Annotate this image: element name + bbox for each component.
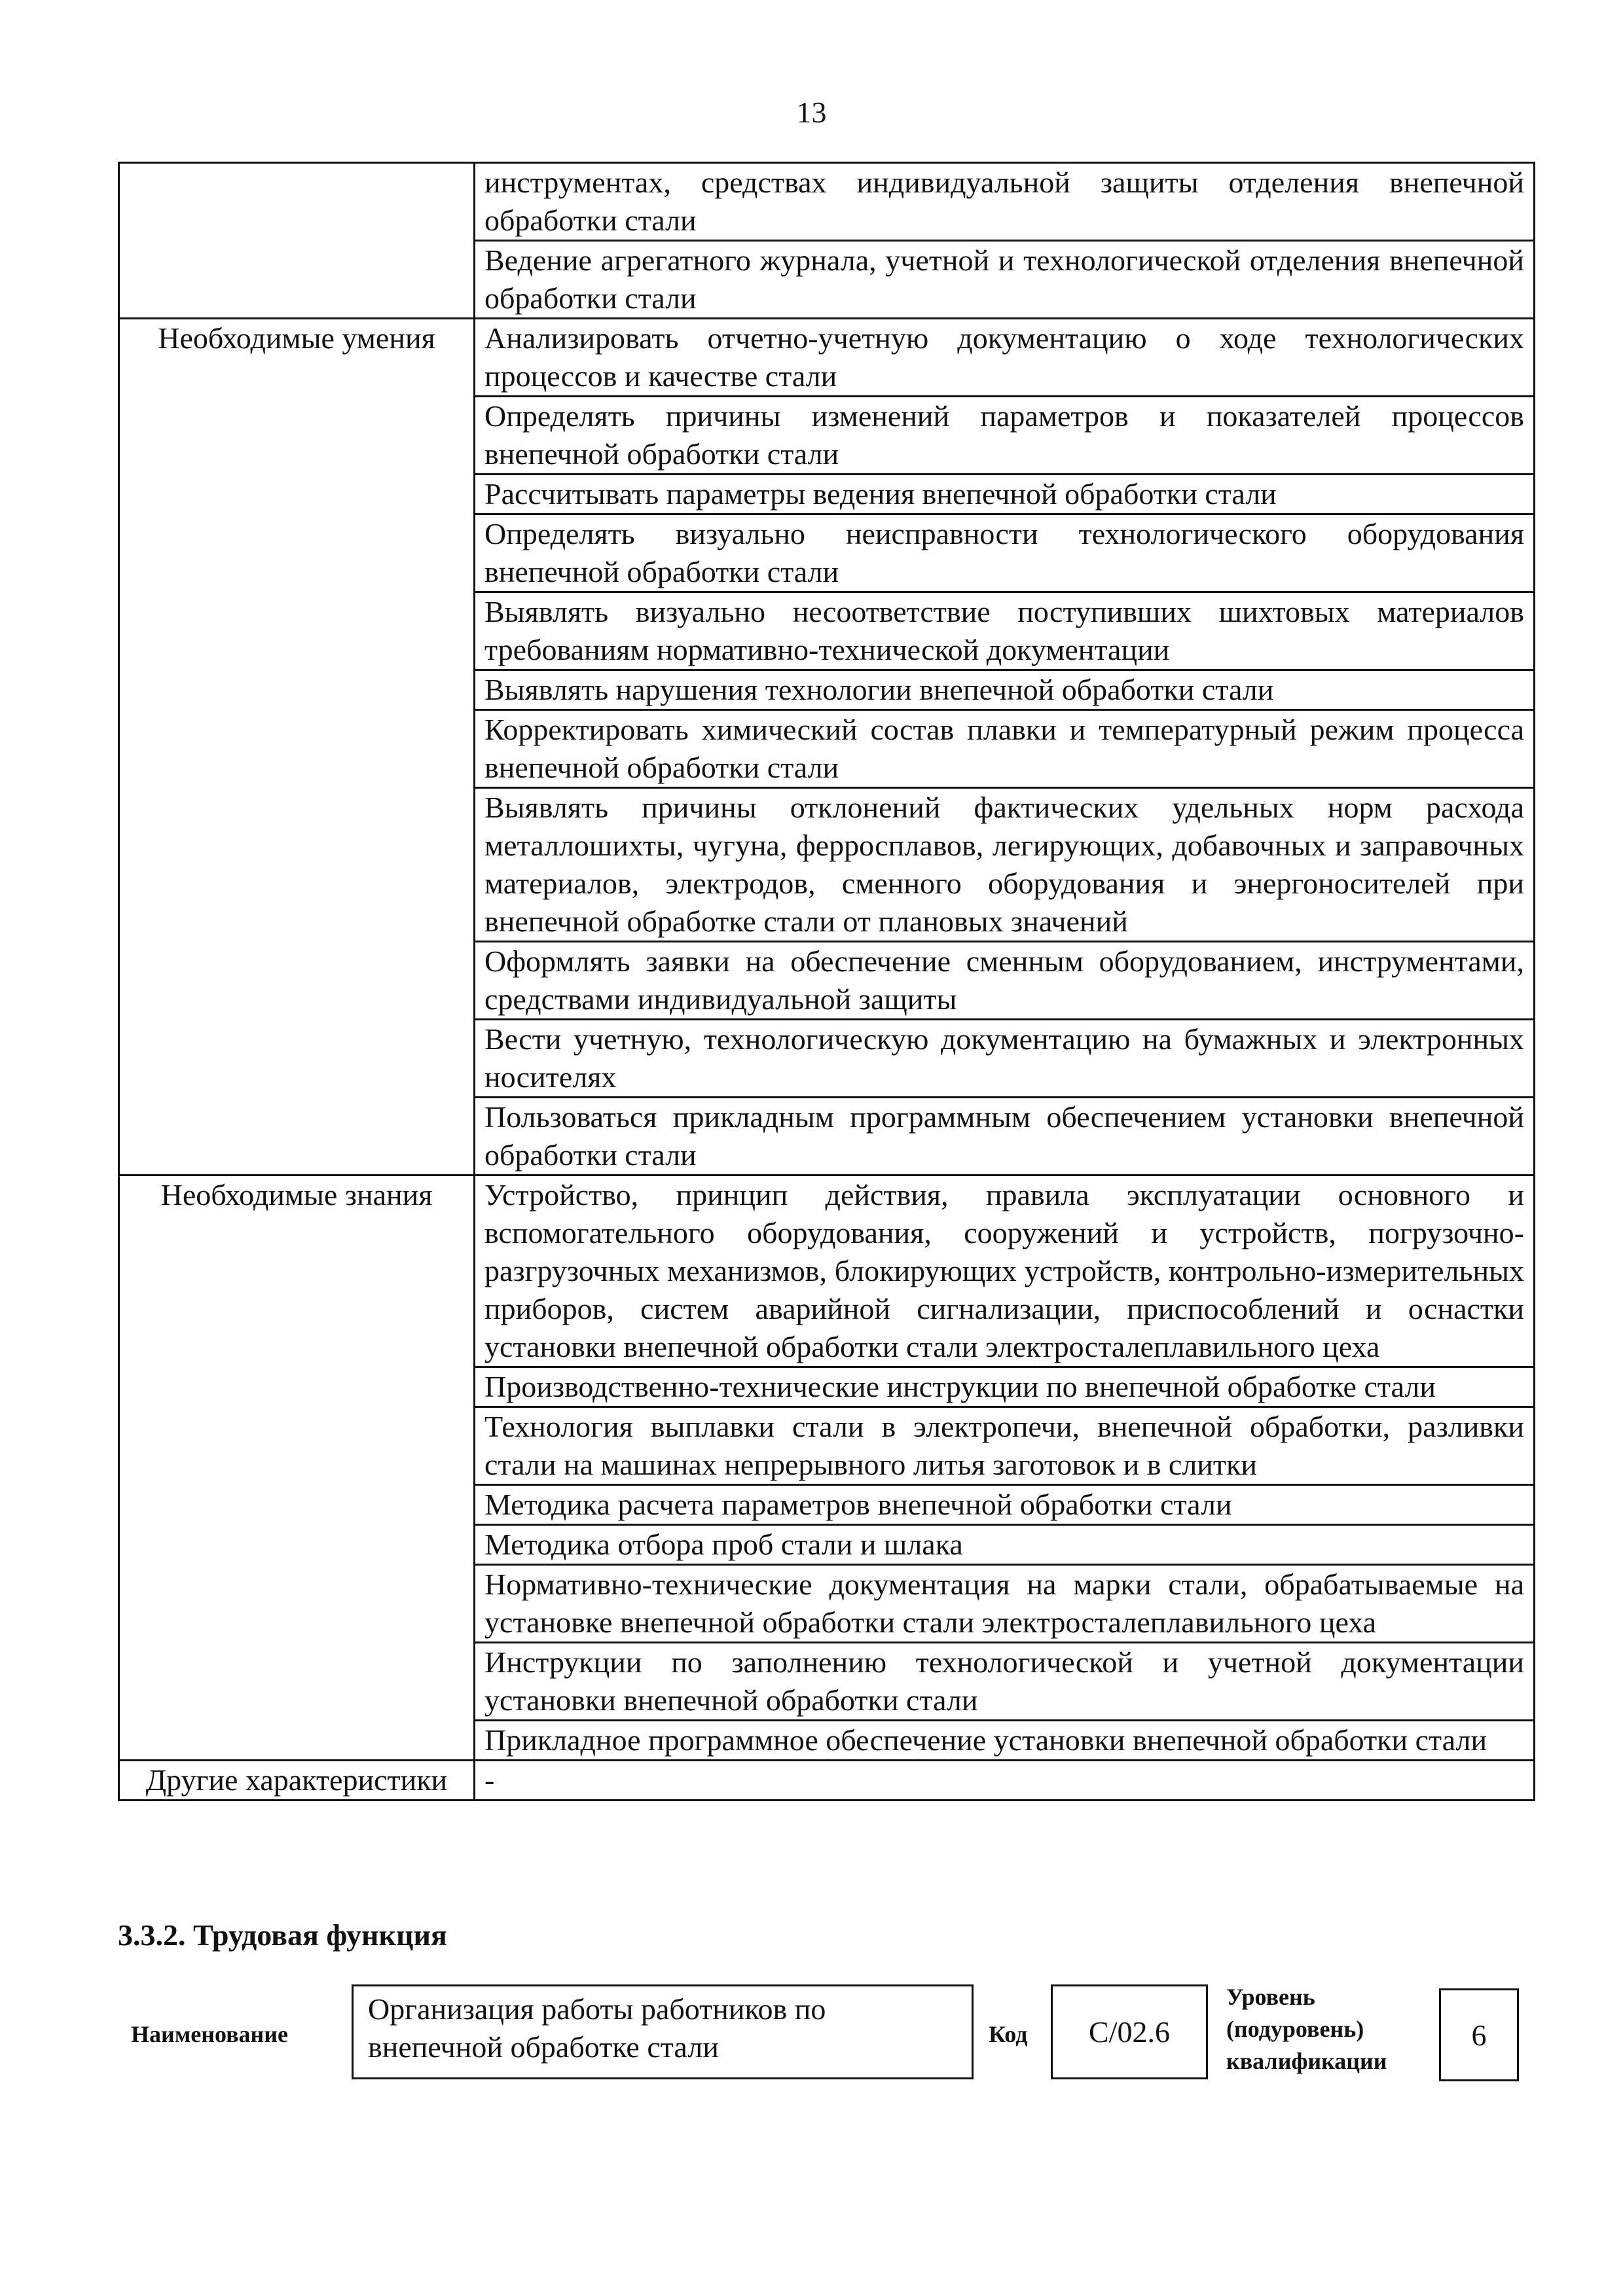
row-content: Выявлять визуально несоответствие поступивших шихтовых материалов требованиям нормативно-технической документации [475,592,1535,670]
row-content: - [475,1761,1535,1801]
row-content: Ведение агрегатного журнала, учетной и технологической отделения внепечной обработки стали [475,241,1535,319]
table-row [119,319,1535,397]
table-row [119,1175,1535,1367]
table-row [119,1761,1535,1801]
function-name-box: Организация работы работников по внепечной обработке стали [352,1984,974,2079]
row-content: Оформлять заявки на обеспечение сменным оборудованием, инструментами, средствами индивидуальной защиты [475,942,1535,1020]
row-content: Производственно-технические инструкции по внепечной обработке стали [475,1367,1535,1407]
row-content: Методика расчета параметров внепечной обработки стали [475,1485,1535,1525]
level-label-line-3: квалификации [1226,2048,1387,2074]
row-content: Рассчитывать параметры ведения внепечной обработки стали [475,475,1535,514]
row-content: Пользоваться прикладным программным обеспечением установки внепечной обработки стали [475,1098,1535,1175]
row-content: Выявлять нарушения технологии внепечной обработки стали [475,670,1535,710]
table-row [119,163,1535,241]
row-content: Методика отбора проб стали и шлака [475,1525,1535,1565]
row-content: Анализировать отчетно-учетную документацию о ходе технологических процессов и качестве стали [475,319,1535,397]
qualification-level-box: 6 [1439,1988,1519,2081]
row-content: Определять причины изменений параметров и показателей процессов внепечной обработки стали [475,397,1535,475]
page-number: 13 [796,96,827,129]
row-content: Инструкции по заполнению технологической и учетной документации установки внепечной обработки стали [475,1643,1535,1721]
row-content: Технология выплавки стали в электропечи, внепечной обработки, разливки стали на машинах непрерывного литья заготовок и в слитки [475,1407,1535,1485]
row-label-other: Другие характеристики [119,1761,475,1801]
name-label: Наименование [131,2021,288,2047]
requirements-table [118,162,1535,1801]
row-content: Нормативно-технические документация на марки стали, обрабатываемые на установке внепечной обработки стали электросталеплавильного цеха [475,1565,1535,1643]
level-label-line-1: Уровень [1226,1984,1315,2010]
section-title: 3.3.2. Трудовая функция [118,1918,447,1952]
row-label-knowledge: Необходимые знания [119,1175,475,1761]
row-content: Выявлять причины отклонений фактических удельных норм расхода металлошихты, чугуна, ферросплавов, легирующих, добавочных и заправочных материалов, электродов, сменного оборудования и энергоносителей при внепечной обработке стали от плановых значений [475,788,1535,942]
row-content: инструментах, средствах индивидуальной защиты отделения внепечной обработки стали [475,163,1535,241]
row-content: Устройство, принцип действия, правила эксплуатации основного и вспомогательного оборудования, сооружений и устройств, погрузочно-разгрузочных механизмов, блокирующих устройств, контрольно-измерительных приборов, систем аварийной сигнализации, приспособлений и оснастки установки внепечной обработки стали электросталеплавильного цеха [475,1175,1535,1367]
row-content: Корректировать химический состав плавки и температурный режим процесса внепечной обработки стали [475,710,1535,788]
row-label-skills: Необходимые умения [119,319,475,1175]
row-label [119,163,475,319]
row-content: Вести учетную, технологическую документацию на бумажных и электронных носителях [475,1020,1535,1098]
level-label-line-2: (подуровень) [1226,2016,1364,2042]
code-label: Код [989,2021,1028,2047]
row-content: Определять визуально неисправности технологического оборудования внепечной обработки стали [475,514,1535,592]
row-content: Прикладное программное обеспечение установки внепечной обработки стали [475,1721,1535,1761]
function-code-box: C/02.6 [1051,1984,1208,2079]
